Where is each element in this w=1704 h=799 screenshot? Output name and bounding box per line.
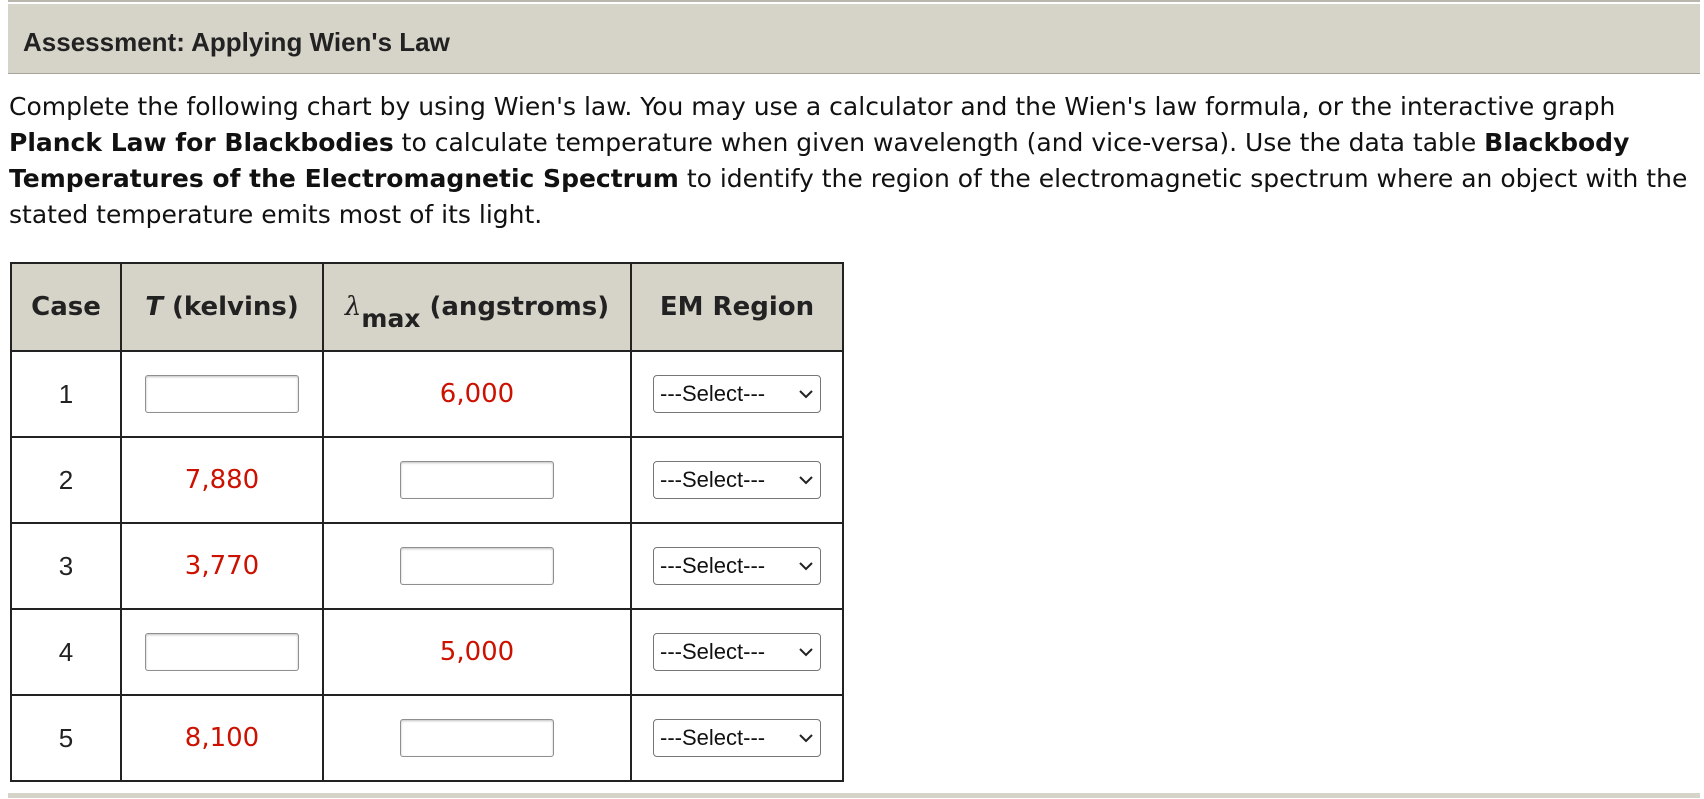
- header-lambda-unit: (angstroms): [420, 292, 610, 322]
- wien-law-table: [10, 262, 844, 782]
- em-region-cell: [631, 523, 843, 609]
- lambda-cell: [323, 695, 631, 781]
- header-em-label: EM Region: [659, 292, 815, 322]
- temperature-cell: [121, 695, 323, 781]
- em-region-select-value: ---Select---: [660, 639, 766, 664]
- bottom-divider: [8, 793, 1700, 798]
- temperature-cell: [121, 523, 323, 609]
- case-number: 1: [58, 378, 74, 409]
- assessment-header: [8, 4, 1700, 74]
- temperature-input[interactable]: [145, 633, 299, 671]
- table-row: [11, 437, 843, 523]
- lambda-value: 6,000: [439, 379, 515, 409]
- em-region-cell: [631, 695, 843, 781]
- header-case-label: Case: [31, 292, 101, 322]
- instructions-paragraph: [9, 89, 1699, 233]
- case-cell: [11, 695, 121, 781]
- chevron-down-icon: [798, 560, 814, 572]
- instructions-text-3: to identify the region of the electromagnetic spectrum where an object with the stated temperature emits most of its light.: [9, 164, 1688, 229]
- top-divider: [8, 0, 1700, 2]
- chevron-down-icon: [798, 388, 814, 400]
- header-t-unit: (kelvins): [162, 292, 299, 322]
- header-case: [11, 263, 121, 351]
- em-region-select-value: ---Select---: [660, 381, 766, 406]
- temperature-cell: [121, 609, 323, 695]
- temperature-cell: [121, 437, 323, 523]
- blackbody-temperatures-resource: Blackbody Temperatures of the Electromagnetic Spectrum: [9, 128, 1630, 193]
- lambda-cell: [323, 437, 631, 523]
- case-cell: [11, 437, 121, 523]
- em-region-select[interactable]: [653, 633, 821, 671]
- header-em-region: [631, 263, 843, 351]
- table-row: [11, 609, 843, 695]
- lambda-cell: [323, 523, 631, 609]
- em-region-select[interactable]: [653, 375, 821, 413]
- em-region-select[interactable]: [653, 719, 821, 757]
- case-number: 4: [58, 636, 74, 667]
- temperature-value: 3,770: [184, 551, 260, 581]
- temperature-value: 8,100: [184, 723, 260, 753]
- lambda-cell: [323, 351, 631, 437]
- em-region-cell: [631, 351, 843, 437]
- header-lambda-max: [323, 263, 631, 351]
- header-lambda-symbol: λ: [344, 292, 362, 322]
- lambda-value: 5,000: [439, 637, 515, 667]
- case-cell: [11, 523, 121, 609]
- planck-law-resource: Planck Law for Blackbodies: [9, 128, 394, 157]
- em-region-cell: [631, 609, 843, 695]
- instructions-text-1: Complete the following chart by using Wien's law. You may use a calculator and the Wien's law formula, or the interactive graph: [9, 92, 1616, 121]
- page-title: Assessment: Applying Wien's Law: [23, 27, 450, 57]
- lambda-cell: [323, 609, 631, 695]
- temperature-cell: [121, 351, 323, 437]
- em-region-select-value: ---Select---: [660, 467, 766, 492]
- lambda-input[interactable]: [400, 461, 554, 499]
- em-region-select[interactable]: [653, 461, 821, 499]
- header-temperature: [121, 263, 323, 351]
- em-region-select-value: ---Select---: [660, 553, 766, 578]
- header-lambda-sub: max: [361, 304, 421, 333]
- chevron-down-icon: [798, 732, 814, 744]
- em-region-select-value: ---Select---: [660, 725, 766, 750]
- case-number: 3: [58, 550, 74, 581]
- header-t-symbol: T: [145, 292, 163, 322]
- table-row: [11, 523, 843, 609]
- case-cell: [11, 351, 121, 437]
- temperature-value: 7,880: [184, 465, 260, 495]
- instructions-text-2: to calculate temperature when given wavelength (and vice-versa). Use the data table: [393, 128, 1485, 157]
- table-row: [11, 695, 843, 781]
- table-row: [11, 351, 843, 437]
- temperature-input[interactable]: [145, 375, 299, 413]
- case-cell: [11, 609, 121, 695]
- chevron-down-icon: [798, 474, 814, 486]
- chevron-down-icon: [798, 646, 814, 658]
- case-number: 2: [58, 464, 74, 495]
- table-header-row: [11, 263, 843, 351]
- em-region-select[interactable]: [653, 547, 821, 585]
- lambda-input[interactable]: [400, 547, 554, 585]
- case-number: 5: [58, 722, 74, 753]
- em-region-cell: [631, 437, 843, 523]
- lambda-input[interactable]: [400, 719, 554, 757]
